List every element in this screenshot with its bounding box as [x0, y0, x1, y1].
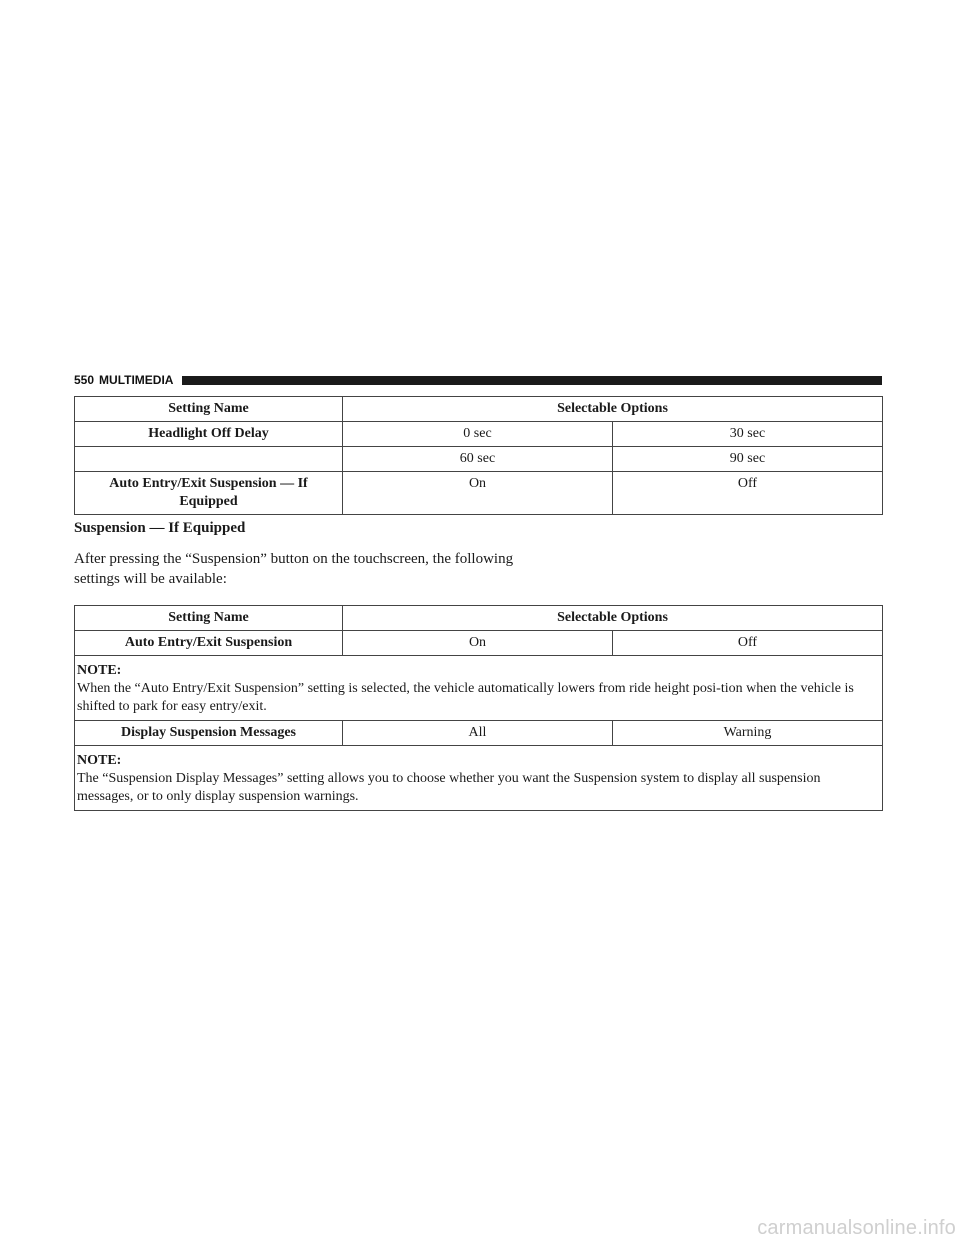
table-row	[75, 721, 883, 746]
setting-name: Headlight Off Delay	[75, 422, 343, 447]
section-name: MULTIMEDIA	[99, 373, 174, 387]
option-value: 90 sec	[613, 447, 883, 472]
table-header-row	[75, 397, 883, 422]
note-label: NOTE:	[77, 753, 122, 768]
page-number: 550	[74, 373, 95, 387]
option-value: On	[343, 472, 613, 515]
column-header-setting-name: Setting Name	[75, 606, 343, 631]
note-row	[75, 656, 883, 721]
table-header-row	[75, 606, 883, 631]
setting-name: Auto Entry/Exit Suspension — If Equipped	[75, 472, 343, 515]
settings-table-headlight	[74, 396, 883, 515]
option-value: All	[343, 721, 613, 746]
note-label: NOTE:	[77, 663, 122, 678]
setting-name: Auto Entry/Exit Suspension	[75, 631, 343, 656]
column-header-selectable-options: Selectable Options	[343, 397, 883, 422]
option-value: 60 sec	[343, 447, 613, 472]
empty-cell	[75, 447, 343, 472]
table-row	[75, 472, 883, 515]
option-value: Warning	[613, 721, 883, 746]
note-cell	[75, 746, 883, 811]
settings-table-suspension	[74, 605, 883, 811]
option-value: Off	[613, 472, 883, 515]
note-text: The “Suspension Display Messages” setting allows you to choose whether you want the Suspension system to display all suspension messages, or to only display suspension warnings.	[77, 771, 821, 804]
column-header-selectable-options: Selectable Options	[343, 606, 883, 631]
section-heading: Suspension — If Equipped	[74, 520, 246, 536]
option-value: 30 sec	[613, 422, 883, 447]
note-row	[75, 746, 883, 811]
note-cell	[75, 656, 883, 721]
setting-name: Display Suspension Messages	[75, 721, 343, 746]
option-value: Off	[613, 631, 883, 656]
intro-paragraph: After pressing the “Suspension” button on the touchscreen, the following settings will be available:	[74, 551, 514, 587]
table-row	[75, 447, 883, 472]
watermark: carmanualsonline.info	[757, 1217, 956, 1239]
note-text: When the “Auto Entry/Exit Suspension” setting is selected, the vehicle automatically lowers from ride height posi-tion when the vehicle is shifted to park for easy entry/exit.	[77, 681, 854, 714]
table-row	[75, 631, 883, 656]
header-rule	[182, 376, 882, 385]
column-header-setting-name: Setting Name	[75, 397, 343, 422]
page-header	[74, 372, 882, 388]
table-row	[75, 422, 883, 447]
option-value: 0 sec	[343, 422, 613, 447]
option-value: On	[343, 631, 613, 656]
